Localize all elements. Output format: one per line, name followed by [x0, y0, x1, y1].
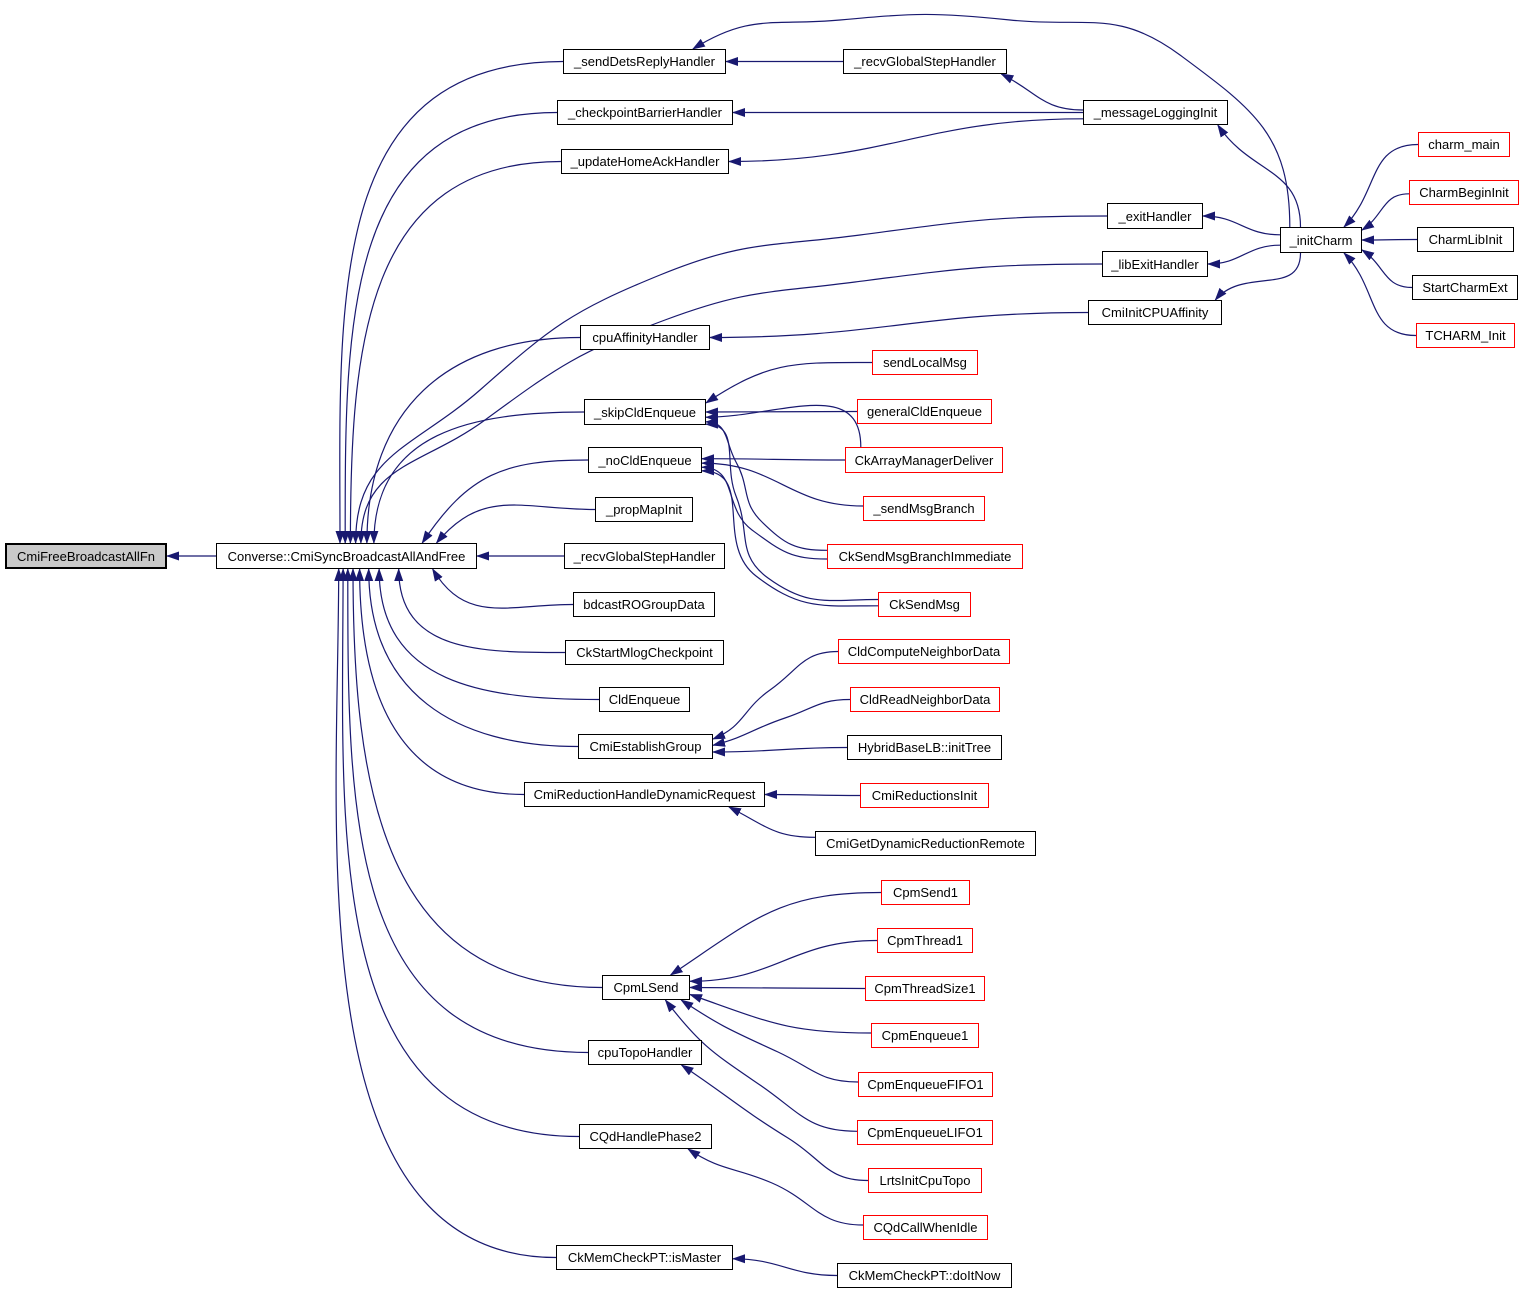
node-senddets[interactable]: _sendDetsReplyHandler — [563, 49, 726, 74]
node-charmbegin[interactable]: CharmBeginInit — [1409, 180, 1519, 205]
node-cmigetdyn[interactable]: CmiGetDynamicReductionRemote — [815, 831, 1036, 856]
node-exith[interactable]: _exitHandler — [1107, 203, 1203, 229]
node-cksendmsg[interactable]: CkSendMsg — [878, 592, 971, 617]
node-libexith[interactable]: _libExitHandler — [1102, 251, 1208, 277]
node-chkbarrier[interactable]: _checkpointBarrierHandler — [557, 100, 733, 125]
node-cksendmsgbrimm[interactable]: CkSendMsgBranchImmediate — [827, 544, 1023, 569]
node-cmiredinit[interactable]: CmiReductionsInit — [860, 783, 989, 808]
node-cpmsend1[interactable]: CpmSend1 — [881, 880, 970, 905]
node-cmiestab[interactable]: CmiEstablishGroup — [578, 734, 713, 759]
node-cldread[interactable]: CldReadNeighborData — [850, 687, 1000, 712]
node-initcharm[interactable]: _initCharm — [1280, 227, 1362, 253]
node-ckarrmgr[interactable]: CkArrayManagerDeliver — [845, 447, 1003, 473]
node-cldenq[interactable]: CldEnqueue — [599, 687, 690, 712]
node-ckmemdoit[interactable]: CkMemCheckPT::doItNow — [837, 1263, 1012, 1288]
node-root: CmiFreeBroadcastAllFn — [5, 543, 167, 569]
node-startcharmext[interactable]: StartCharmExt — [1412, 275, 1518, 300]
node-propmap[interactable]: _propMapInit — [595, 497, 693, 522]
node-cqdphase2[interactable]: CQdHandlePhase2 — [579, 1124, 712, 1149]
node-charmmain[interactable]: charm_main — [1418, 132, 1510, 157]
node-gencld[interactable]: generalCldEnqueue — [857, 399, 992, 424]
node-ckmemismaster[interactable]: CkMemCheckPT::isMaster — [556, 1245, 733, 1270]
node-ckstartmlog[interactable]: CkStartMlogCheckpoint — [565, 640, 724, 665]
node-cputopo[interactable]: cpuTopoHandler — [588, 1040, 702, 1065]
node-cqdcallidle[interactable]: CQdCallWhenIdle — [863, 1215, 988, 1240]
node-cmiinitcpu[interactable]: CmiInitCPUAffinity — [1088, 300, 1222, 325]
node-cpmenqfifo1[interactable]: CpmEnqueueFIFO1 — [858, 1072, 993, 1097]
node-sendmsgbr[interactable]: _sendMsgBranch — [863, 496, 985, 521]
node-skipcld[interactable]: _skipCldEnqueue — [584, 399, 706, 425]
node-cpmenq1[interactable]: CpmEnqueue1 — [871, 1023, 979, 1048]
node-lrtsinit[interactable]: LrtsInitCpuTopo — [868, 1168, 982, 1193]
node-cpmthread1[interactable]: CpmThread1 — [877, 928, 973, 953]
node-cpuaff[interactable]: cpuAffinityHandler — [580, 325, 710, 350]
node-conv[interactable]: Converse::CmiSyncBroadcastAllAndFree — [216, 543, 477, 569]
node-updhome[interactable]: _updateHomeAckHandler — [561, 149, 729, 174]
node-cldcompute[interactable]: CldComputeNeighborData — [838, 639, 1010, 664]
node-sendlocal[interactable]: sendLocalMsg — [872, 350, 978, 375]
node-recvglobtop[interactable]: _recvGlobalStepHandler — [843, 49, 1007, 74]
node-cmiredhdr[interactable]: CmiReductionHandleDynamicRequest — [524, 782, 765, 807]
node-cpmenqlifo1[interactable]: CpmEnqueueLIFO1 — [857, 1120, 993, 1145]
node-cpmthreadsize1[interactable]: CpmThreadSize1 — [865, 976, 985, 1001]
node-msgloginit[interactable]: _messageLoggingInit — [1083, 100, 1228, 125]
node-charmlib[interactable]: CharmLibInit — [1417, 227, 1514, 252]
node-cpmlsend[interactable]: CpmLSend — [602, 975, 690, 1000]
node-recvglobmid[interactable]: _recvGlobalStepHandler — [564, 543, 725, 569]
node-nocld[interactable]: _noCldEnqueue — [588, 447, 702, 473]
node-bdcast[interactable]: bdcastROGroupData — [573, 592, 715, 617]
node-hybridinit[interactable]: HybridBaseLB::initTree — [847, 735, 1002, 760]
node-tcharminit[interactable]: TCHARM_Init — [1416, 323, 1515, 348]
